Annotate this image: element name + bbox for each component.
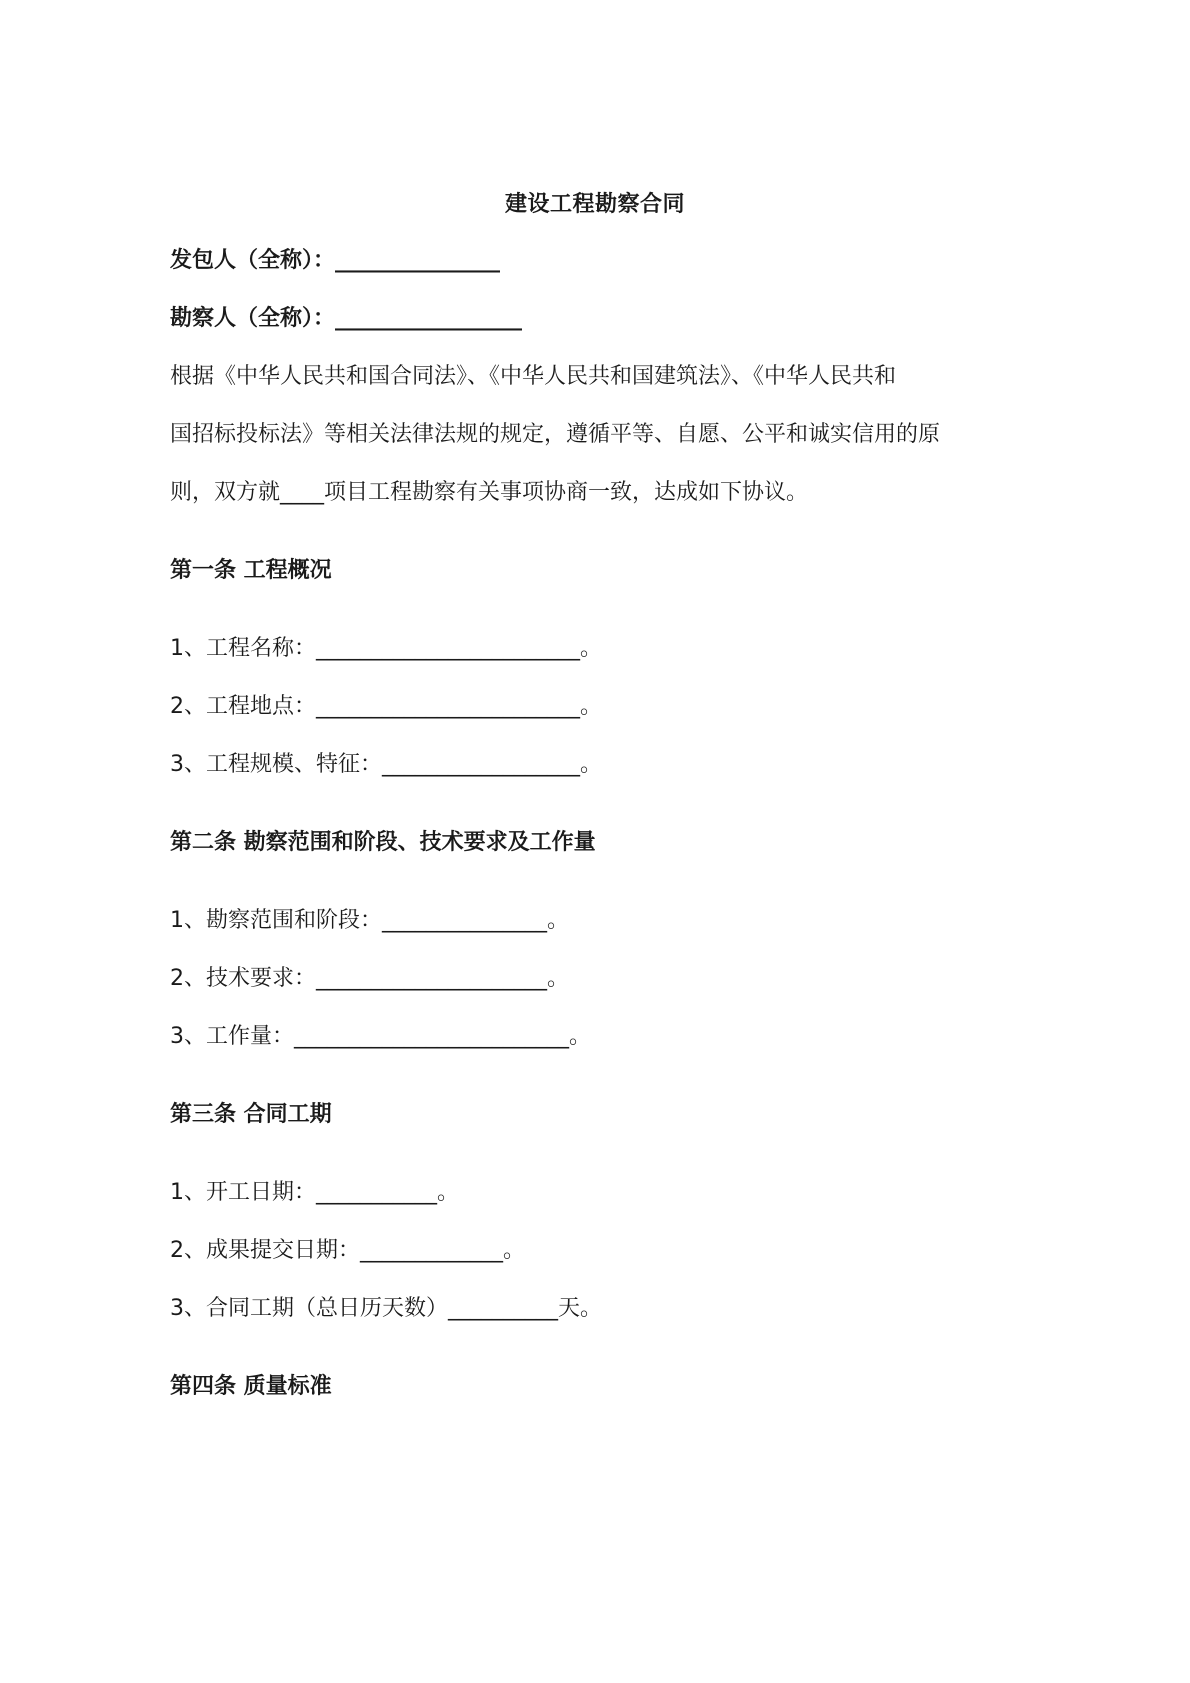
article-2-heading: 第二条 勘察范围和阶段、技术要求及工作量 — [170, 830, 596, 855]
article-3-item-2: 2、成果提交日期：_____________。 — [170, 1238, 525, 1263]
article-4-heading: 第四条 质量标准 — [170, 1374, 332, 1399]
article-2-item-3: 3、工作量：_________________________。 — [170, 1024, 591, 1049]
article-2-item-2: 2、技术要求：_____________________。 — [170, 966, 569, 991]
article-1-item-1: 1、工程名称：________________________。 — [170, 636, 602, 661]
article-3-item-3: 3、合同工期（总日历天数）__________天。 — [170, 1296, 602, 1321]
article-3-heading: 第三条 合同工期 — [170, 1102, 332, 1127]
article-1-heading: 第一条 工程概况 — [170, 558, 332, 583]
article-3-item-1: 1、开工日期：___________。 — [170, 1180, 459, 1205]
preamble-line-3: 则，双方就____项目工程勘察有关事项协商一致，达成如下协议。 — [170, 480, 809, 505]
party-b-line: 勘察人（全称）：_________________ — [170, 306, 523, 331]
article-2-item-1: 1、勘察范围和阶段：_______________。 — [170, 908, 569, 933]
article-1-item-2: 2、工程地点：________________________。 — [170, 694, 602, 719]
article-1-item-3: 3、工程规模、特征：__________________。 — [170, 752, 602, 777]
party-a-line: 发包人（全称）：_______________ — [170, 248, 501, 273]
preamble-line-2: 国招标投标法》等相关法律法规的规定，遵循平等、自愿、公平和诚实信用的原 — [170, 422, 941, 447]
document-title: 建设工程勘察合同 — [504, 192, 685, 217]
preamble-line-1: 根据《中华人民共和国合同法》、《中华人民共和国建筑法》、《中华人民共和 — [170, 364, 897, 389]
